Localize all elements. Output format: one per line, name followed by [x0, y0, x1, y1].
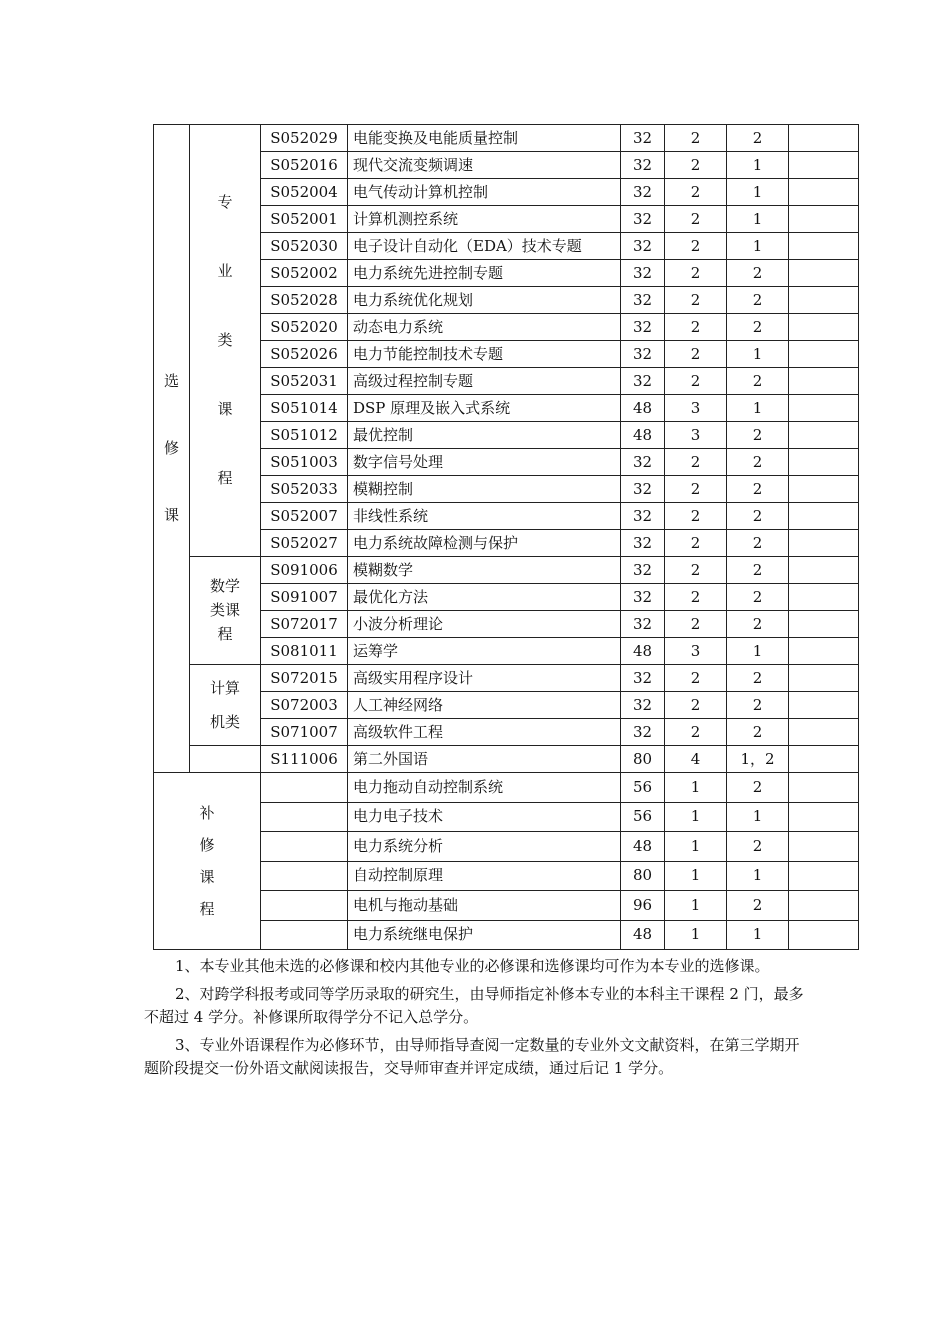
- group-label-char: 补: [199, 803, 215, 822]
- course-credits: 1: [665, 773, 727, 803]
- course-remarks: [789, 260, 859, 287]
- course-name: 电子设计自动化（EDA）技术专题: [348, 233, 621, 260]
- course-semester: 2: [727, 611, 789, 638]
- group-label-char: 业: [217, 262, 233, 280]
- course-semester: 2: [727, 891, 789, 921]
- course-name: 高级过程控制专题: [348, 368, 621, 395]
- course-code: S052030: [261, 233, 348, 260]
- group-label-char: 类课: [209, 601, 240, 619]
- course-credits: 1: [665, 920, 727, 950]
- course-hours: 48: [621, 920, 665, 950]
- subgroup-professional: [190, 125, 261, 557]
- course-remarks: [789, 802, 859, 832]
- elective-group-label: [154, 125, 190, 773]
- table-row: [154, 125, 859, 152]
- course-credits: 2: [665, 584, 727, 611]
- table-row: [154, 557, 859, 584]
- course-semester: 2: [727, 692, 789, 719]
- course-credits: 3: [665, 638, 727, 665]
- course-hours: 32: [621, 179, 665, 206]
- course-hours: 48: [621, 638, 665, 665]
- course-code: S071007: [261, 719, 348, 746]
- course-remarks: [789, 341, 859, 368]
- note-1: 1、本专业其他未选的必修课和校内其他专业的必修课和选修课均可作为本专业的选修课。: [175, 957, 770, 975]
- course-remarks: [789, 503, 859, 530]
- course-name: 电力系统分析: [348, 832, 621, 862]
- course-credits: 2: [665, 530, 727, 557]
- course-remarks: [789, 665, 859, 692]
- course-remarks: [789, 773, 859, 803]
- group-label-char: 程: [217, 469, 233, 487]
- course-name: 运筹学: [348, 638, 621, 665]
- course-hours: 32: [621, 368, 665, 395]
- course-hours: 32: [621, 476, 665, 503]
- course-hours: 32: [621, 503, 665, 530]
- course-name: 动态电力系统: [348, 314, 621, 341]
- course-semester: 2: [727, 287, 789, 314]
- course-semester: 2: [727, 449, 789, 476]
- group-label-char: 程: [199, 899, 215, 918]
- course-hours: 32: [621, 287, 665, 314]
- subgroup-math: [190, 557, 261, 665]
- course-remarks: [789, 287, 859, 314]
- course-name: 人工神经网络: [348, 692, 621, 719]
- course-name: 最优控制: [348, 422, 621, 449]
- course-semester: 2: [727, 773, 789, 803]
- course-credits: 2: [665, 233, 727, 260]
- course-hours: 32: [621, 206, 665, 233]
- course-remarks: [789, 206, 859, 233]
- course-hours: 32: [621, 665, 665, 692]
- course-semester: 1: [727, 638, 789, 665]
- course-code: S052001: [261, 206, 348, 233]
- course-code: [261, 802, 348, 832]
- course-semester: 1: [727, 920, 789, 950]
- course-code: S051014: [261, 395, 348, 422]
- group-label-char: 类: [217, 331, 233, 349]
- course-remarks: [789, 638, 859, 665]
- course-name: 电力节能控制技术专题: [348, 341, 621, 368]
- course-credits: 2: [665, 314, 727, 341]
- course-name: 计算机测控系统: [348, 206, 621, 233]
- course-remarks: [789, 422, 859, 449]
- course-hours: 96: [621, 891, 665, 921]
- course-credits: 2: [665, 341, 727, 368]
- table-row: [154, 665, 859, 692]
- course-code: [261, 920, 348, 950]
- course-credits: 2: [665, 665, 727, 692]
- course-name: 电气传动计算机控制: [348, 179, 621, 206]
- course-credits: 3: [665, 395, 727, 422]
- group-label-char: 机类: [209, 712, 240, 731]
- course-credits: 2: [665, 692, 727, 719]
- course-semester: 2: [727, 476, 789, 503]
- course-hours: 80: [621, 746, 665, 773]
- course-semester: 2: [727, 557, 789, 584]
- course-hours: 32: [621, 557, 665, 584]
- course-name: 电力系统优化规划: [348, 287, 621, 314]
- subgroup-empty: [190, 746, 261, 773]
- course-hours: 32: [621, 611, 665, 638]
- group-label-char: 专: [217, 193, 233, 211]
- course-code: S072015: [261, 665, 348, 692]
- course-code: [261, 832, 348, 862]
- course-hours: 48: [621, 395, 665, 422]
- course-credits: 2: [665, 260, 727, 287]
- course-semester: 1: [727, 861, 789, 891]
- course-credits: 2: [665, 719, 727, 746]
- course-semester: 1，2: [727, 746, 789, 773]
- course-hours: 32: [621, 152, 665, 179]
- course-hours: 56: [621, 802, 665, 832]
- course-code: S091006: [261, 557, 348, 584]
- course-semester: 1: [727, 179, 789, 206]
- course-hours: 32: [621, 692, 665, 719]
- group-label-char: 课: [163, 506, 179, 524]
- course-hours: 56: [621, 773, 665, 803]
- course-code: S051003: [261, 449, 348, 476]
- course-name: 数字信号处理: [348, 449, 621, 476]
- course-remarks: [789, 152, 859, 179]
- course-credits: 4: [665, 746, 727, 773]
- course-semester: 2: [727, 314, 789, 341]
- course-credits: 2: [665, 557, 727, 584]
- course-hours: 48: [621, 832, 665, 862]
- course-name: 模糊控制: [348, 476, 621, 503]
- course-remarks: [789, 584, 859, 611]
- course-semester: 2: [727, 584, 789, 611]
- course-semester: 1: [727, 802, 789, 832]
- group-label-char: 修: [199, 835, 215, 854]
- group-label-char: 选: [163, 372, 179, 390]
- course-remarks: [789, 861, 859, 891]
- course-hours: 48: [621, 422, 665, 449]
- course-credits: 1: [665, 802, 727, 832]
- course-credits: 1: [665, 891, 727, 921]
- course-code: S072003: [261, 692, 348, 719]
- remedial-group-label: [154, 773, 261, 950]
- group-label-char: 课: [199, 867, 215, 886]
- course-name: 电力电子技术: [348, 802, 621, 832]
- course-semester: 2: [727, 665, 789, 692]
- course-remarks: [789, 891, 859, 921]
- course-code: S072017: [261, 611, 348, 638]
- course-name: 电机与拖动基础: [348, 891, 621, 921]
- course-semester: 1: [727, 206, 789, 233]
- subgroup-computer: [190, 665, 261, 746]
- group-label-char: 程: [217, 625, 233, 643]
- course-code: S052026: [261, 341, 348, 368]
- course-code: S052027: [261, 530, 348, 557]
- course-name: 电力系统继电保护: [348, 920, 621, 950]
- course-name: DSP 原理及嵌入式系统: [348, 395, 621, 422]
- course-hours: 32: [621, 341, 665, 368]
- course-remarks: [789, 395, 859, 422]
- course-code: S052020: [261, 314, 348, 341]
- course-code: S052016: [261, 152, 348, 179]
- course-semester: 1: [727, 395, 789, 422]
- table-row: [154, 773, 859, 803]
- course-code: S052029: [261, 125, 348, 152]
- course-remarks: [789, 125, 859, 152]
- course-semester: 1: [727, 341, 789, 368]
- course-name: 电能变换及电能质量控制: [348, 125, 621, 152]
- course-credits: 2: [665, 287, 727, 314]
- course-code: S052028: [261, 287, 348, 314]
- course-name: 电力拖动自动控制系统: [348, 773, 621, 803]
- course-name: 非线性系统: [348, 503, 621, 530]
- group-label-char: 课: [217, 400, 233, 418]
- course-credits: 2: [665, 125, 727, 152]
- course-name: 自动控制原理: [348, 861, 621, 891]
- course-remarks: [789, 476, 859, 503]
- course-hours: 32: [621, 719, 665, 746]
- course-semester: 1: [727, 152, 789, 179]
- course-code: S091007: [261, 584, 348, 611]
- course-code: S081011: [261, 638, 348, 665]
- course-remarks: [789, 314, 859, 341]
- course-hours: 32: [621, 125, 665, 152]
- course-name: 电力系统故障检测与保护: [348, 530, 621, 557]
- course-semester: 2: [727, 368, 789, 395]
- course-hours: 32: [621, 233, 665, 260]
- group-label-char: 计算: [209, 678, 240, 697]
- course-code: S052031: [261, 368, 348, 395]
- course-credits: 2: [665, 179, 727, 206]
- course-name: 模糊数学: [348, 557, 621, 584]
- course-name: 小波分析理论: [348, 611, 621, 638]
- course-hours: 32: [621, 449, 665, 476]
- course-credits: 2: [665, 152, 727, 179]
- course-remarks: [789, 719, 859, 746]
- course-semester: 2: [727, 260, 789, 287]
- course-name: 高级实用程序设计: [348, 665, 621, 692]
- course-code: S111006: [261, 746, 348, 773]
- notes-section: [144, 955, 812, 1085]
- group-label-char: 数学: [209, 577, 240, 595]
- course-code: S052004: [261, 179, 348, 206]
- course-remarks: [789, 449, 859, 476]
- course-credits: 2: [665, 476, 727, 503]
- course-remarks: [789, 611, 859, 638]
- course-code: [261, 773, 348, 803]
- course-code: S051012: [261, 422, 348, 449]
- course-hours: 32: [621, 314, 665, 341]
- course-code: S052007: [261, 503, 348, 530]
- table-row: [154, 746, 859, 773]
- course-remarks: [789, 233, 859, 260]
- group-label-char: 修: [163, 439, 179, 457]
- course-credits: 2: [665, 449, 727, 476]
- course-name: 最优化方法: [348, 584, 621, 611]
- course-remarks: [789, 692, 859, 719]
- course-semester: 2: [727, 125, 789, 152]
- course-credits: 2: [665, 611, 727, 638]
- course-remarks: [789, 179, 859, 206]
- note-2: 2、对跨学科报考或同等学历录取的研究生，由导师指定补修本专业的本科主干课程 2 门，最多不超过 4 学分。补修课所取得学分不记入总学分。: [144, 984, 804, 1026]
- course-remarks: [789, 746, 859, 773]
- course-code: S052033: [261, 476, 348, 503]
- course-code: [261, 861, 348, 891]
- course-code: S052002: [261, 260, 348, 287]
- course-credits: 3: [665, 422, 727, 449]
- course-hours: 32: [621, 530, 665, 557]
- course-semester: 2: [727, 719, 789, 746]
- course-credits: 2: [665, 368, 727, 395]
- course-code: [261, 891, 348, 921]
- course-credits: 2: [665, 503, 727, 530]
- course-credits: 1: [665, 832, 727, 862]
- course-remarks: [789, 557, 859, 584]
- course-table: [153, 124, 859, 950]
- course-remarks: [789, 530, 859, 557]
- course-remarks: [789, 832, 859, 862]
- course-semester: 2: [727, 832, 789, 862]
- course-name: 电力系统先进控制专题: [348, 260, 621, 287]
- course-hours: 80: [621, 861, 665, 891]
- course-semester: 2: [727, 503, 789, 530]
- course-hours: 32: [621, 584, 665, 611]
- course-semester: 1: [727, 233, 789, 260]
- course-remarks: [789, 920, 859, 950]
- course-semester: 2: [727, 530, 789, 557]
- note-3: 3、专业外语课程作为必修环节，由导师指导查阅一定数量的专业外文文献资料，在第三学期开题阶段提交一份外语文献阅读报告，交导师审查并评定成绩，通过后记 1 学分。: [144, 1035, 800, 1077]
- course-semester: 2: [727, 422, 789, 449]
- course-name: 高级软件工程: [348, 719, 621, 746]
- course-name: 现代交流变频调速: [348, 152, 621, 179]
- course-credits: 1: [665, 861, 727, 891]
- course-remarks: [789, 368, 859, 395]
- course-name: 第二外国语: [348, 746, 621, 773]
- course-hours: 32: [621, 260, 665, 287]
- course-credits: 2: [665, 206, 727, 233]
